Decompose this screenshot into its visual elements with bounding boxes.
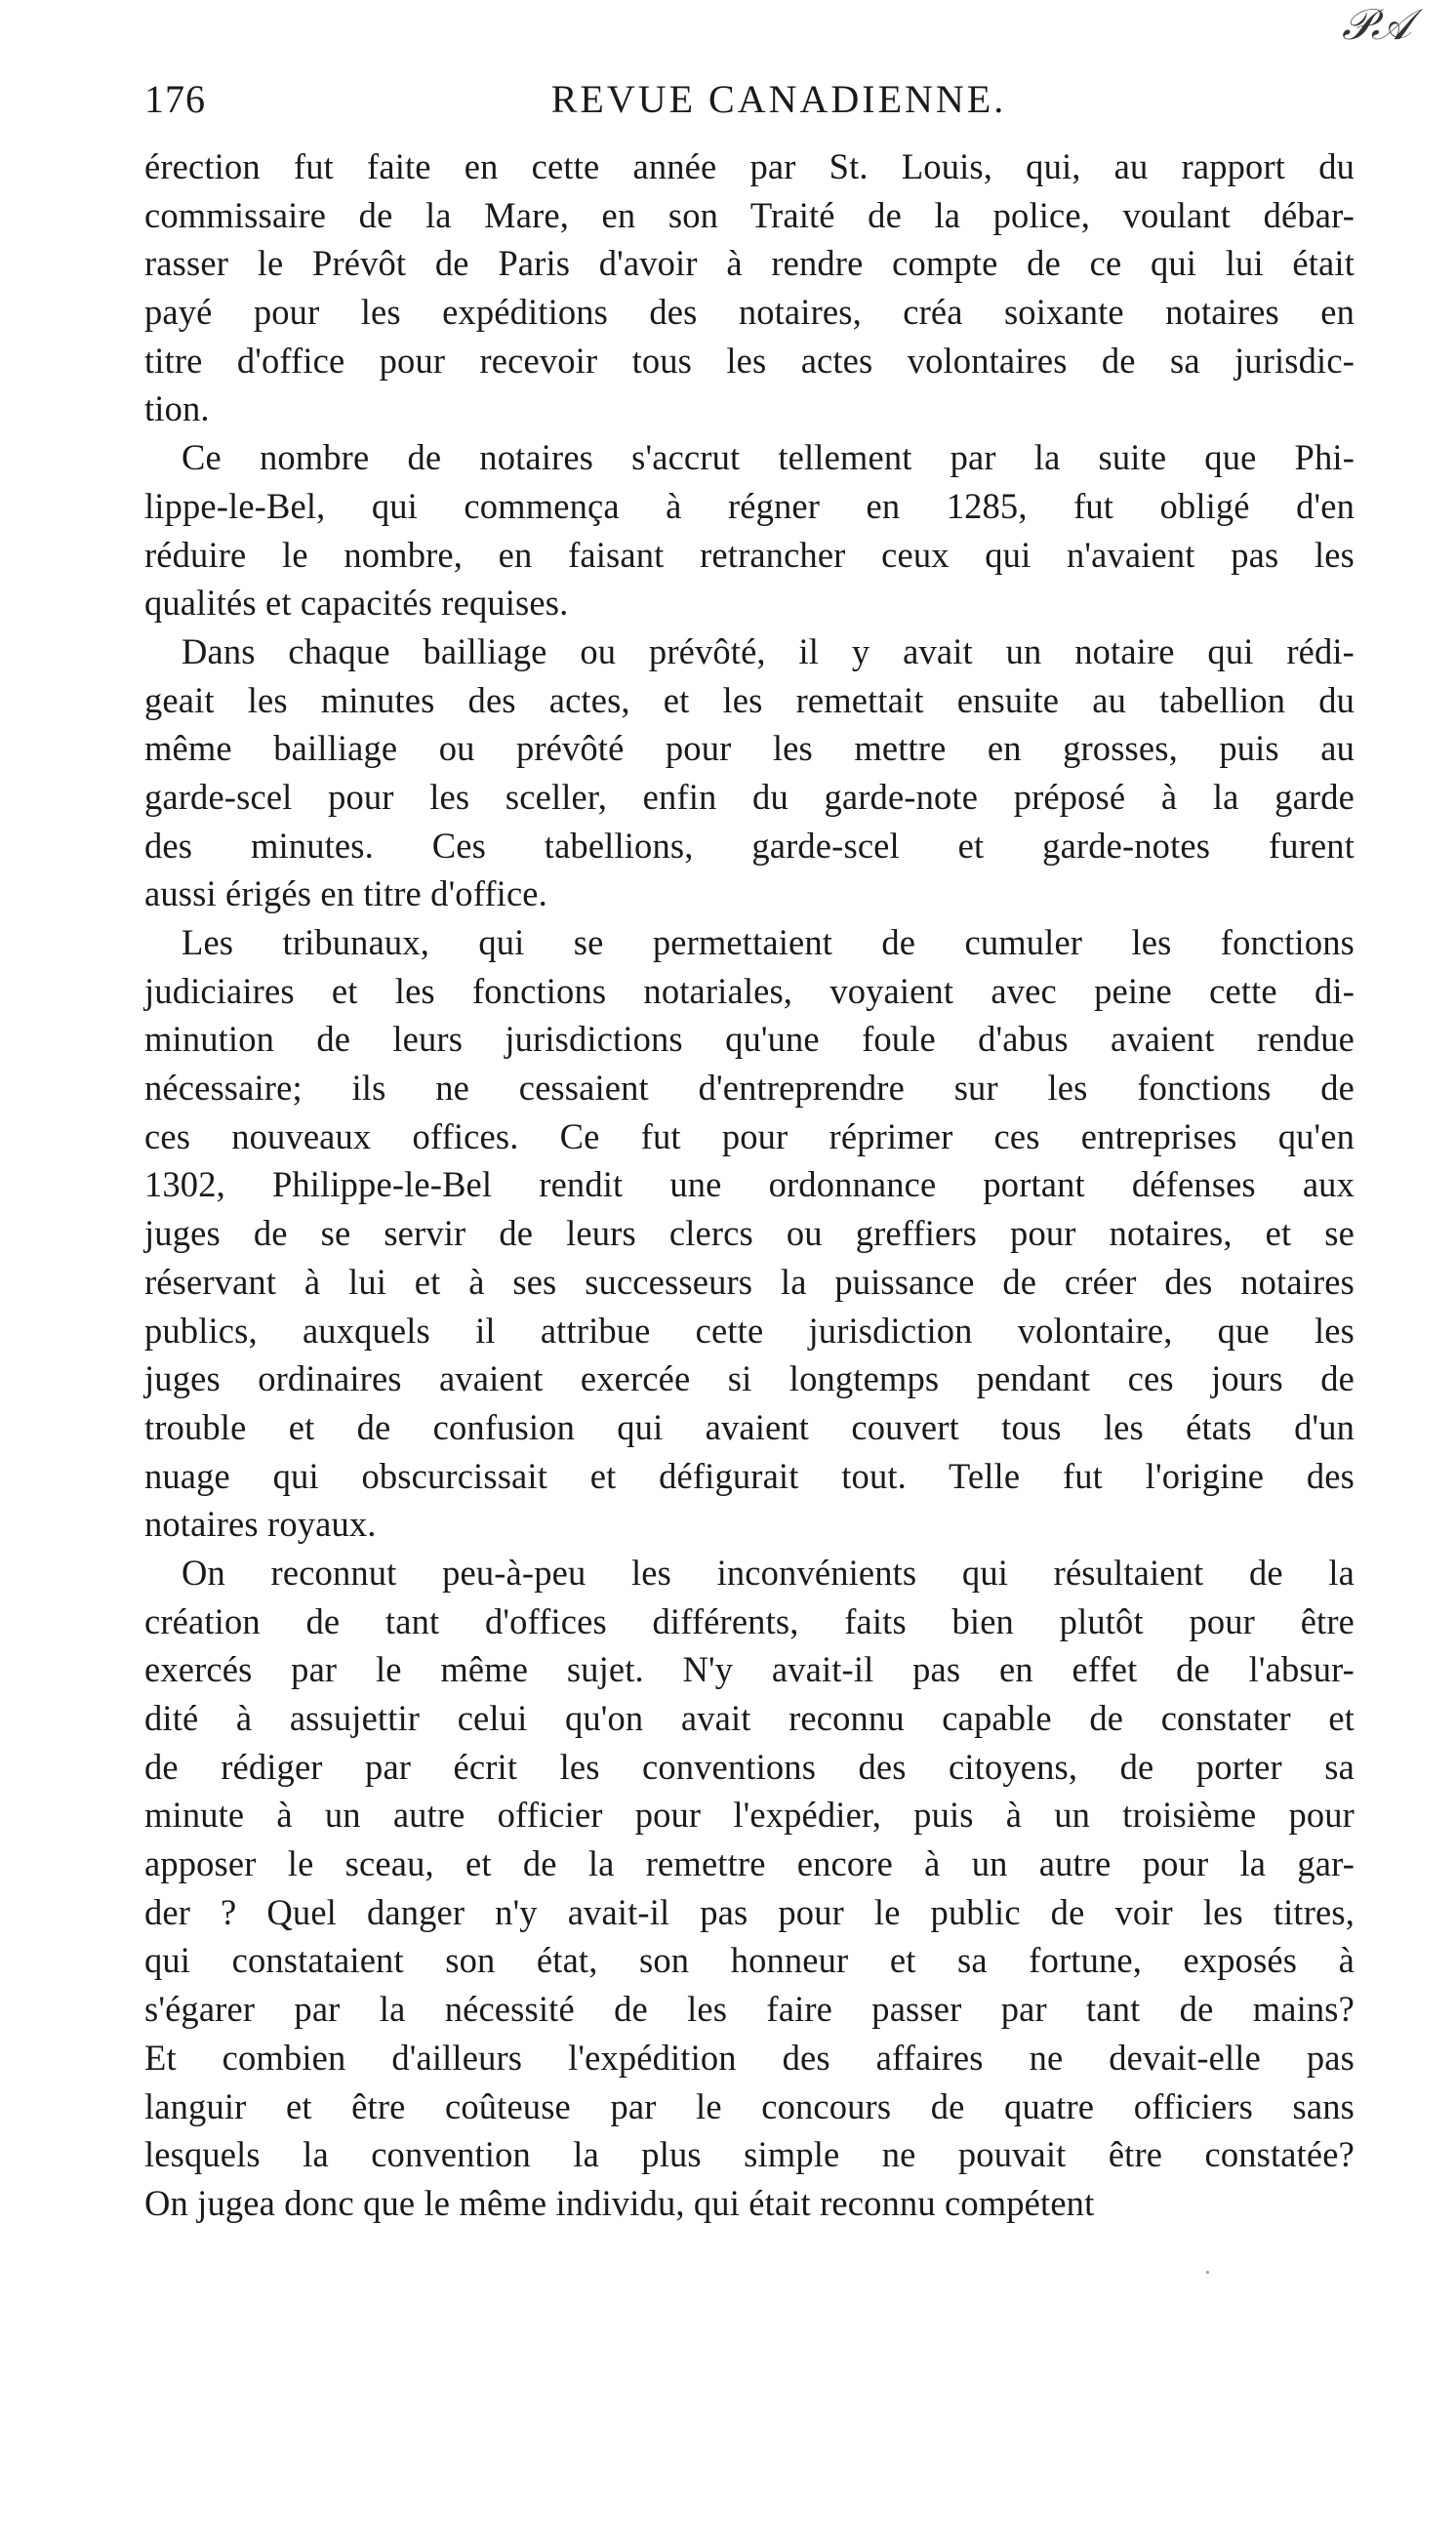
text-line: des minutes. Ces tabellions, garde-scel et garde-notes furent xyxy=(144,825,1355,866)
text-line: juges de se servir de leurs clercs ou greffiers pour notaires, et se xyxy=(144,1213,1355,1254)
text-line: dité à assujettir celui qu'on avait reconnu capable de constater et xyxy=(144,1698,1355,1738)
text-line: s'égarer par la nécessité de les faire passer par tant de mains? xyxy=(144,1989,1355,2030)
text-line: aussi érigés en titre d'office. xyxy=(144,873,547,914)
text-line: qualités et capacités requises. xyxy=(144,583,569,624)
text-line: garde-scel pour les sceller, enfin du garde-note préposé à la garde xyxy=(144,776,1355,817)
running-header xyxy=(144,76,1355,131)
text-line: lippe-le-Bel, qui commença à régner en 1285, fut obligé d'en xyxy=(144,485,1355,526)
text-line: trouble et de confusion qui avaient couvert tous les états d'un xyxy=(144,1406,1355,1447)
text-line: notaires royaux. xyxy=(144,1504,377,1545)
text-line: Et combien d'ailleurs l'expédition des affaires ne devait-elle pas xyxy=(144,2037,1355,2078)
text-line: réduire le nombre, en faisant retrancher ceux qui n'avaient pas les xyxy=(144,534,1355,575)
text-line: exercés par le même sujet. N'y avait-il pas en effet de l'absur- xyxy=(144,1649,1355,1690)
text-line: lesquels la convention la plus simple ne pouvait être constatée? xyxy=(144,2134,1355,2175)
page-number: 176 xyxy=(144,77,206,121)
text-line: payé pour les expéditions des notaires, créa soixante notaires en xyxy=(144,292,1355,333)
text-line: de rédiger par écrit les conventions des citoyens, de porter sa xyxy=(144,1746,1355,1787)
text-line: tion. xyxy=(144,388,210,429)
text-line: commissaire de la Mare, en son Traité de la police, voulant débar- xyxy=(144,194,1355,235)
text-line: On reconnut peu-à-peu les inconvénients qui résultaient de la xyxy=(182,1552,1355,1593)
text-line: Dans chaque bailliage ou prévôté, il y avait un notaire qui rédi- xyxy=(182,630,1355,671)
text-line: qui constataient son état, son honneur et sa fortune, exposés à xyxy=(144,1940,1355,1981)
text-line: 1302, Philippe-le-Bel rendit une ordonnance portant défenses aux xyxy=(144,1164,1355,1205)
text-line: rasser le Prévôt de Paris d'avoir à rendre compte de ce qui lui était xyxy=(144,243,1355,284)
text-line: judiciaires et les fonctions notariales, voyaient avec peine cette di- xyxy=(144,970,1355,1011)
text-line: apposer le sceau, et de la remettre encore à un autre pour la gar- xyxy=(144,1843,1355,1884)
journal-title: REVUE CANADIENNE. xyxy=(550,77,1007,121)
text-line: nuage qui obscurcissait et défigurait tout. Telle fut l'origine des xyxy=(144,1455,1355,1496)
text-line: Les tribunaux, qui se permettaient de cumuler les fonctions xyxy=(182,922,1355,962)
handwritten-folio-mark: 𝒫𝒜 xyxy=(1342,1,1410,49)
text-line: réservant à lui et à ses successeurs la puissance de créer des notaires xyxy=(144,1261,1355,1302)
text-line: Ce nombre de notaires s'accrut tellement par la suite que Phi- xyxy=(182,437,1355,478)
body-text xyxy=(144,142,1355,2228)
text-line: minution de leurs jurisdictions qu'une foule d'abus avaient rendue xyxy=(144,1019,1355,1060)
paragraph xyxy=(144,142,1355,433)
text-line: nécessaire; ils ne cessaient d'entreprendre sur les fonctions de xyxy=(144,1068,1355,1109)
text-line: der ? Quel danger n'y avait-il pas pour le public de voir les titres, xyxy=(144,1891,1355,1932)
paper-speck xyxy=(1206,2271,1209,2274)
text-line: création de tant d'offices différents, faits bien plutôt pour être xyxy=(144,1600,1355,1641)
text-line: languir et être coûteuse par le concours de quatre officiers sans xyxy=(144,2085,1355,2126)
text-line: ces nouveaux offices. Ce fut pour réprimer ces entreprises qu'en xyxy=(144,1115,1355,1156)
text-line: geait les minutes des actes, et les remettait ensuite au tabellion du xyxy=(144,679,1355,720)
text-line: même bailliage ou prévôté pour les mettre en grosses, puis au xyxy=(144,728,1355,769)
paragraph xyxy=(144,1549,1355,2228)
text-line: érection fut faite en cette année par St. Louis, qui, au rapport du xyxy=(144,146,1355,186)
text-line: publics, auxquels il attribue cette jurisdiction volontaire, que les xyxy=(144,1310,1355,1351)
text-line: titre d'office pour recevoir tous les actes volontaires de sa jurisdic- xyxy=(144,340,1355,381)
paragraph xyxy=(144,627,1355,918)
text-line: On jugea donc que le même individu, qui était reconnu compétent xyxy=(144,2182,1095,2223)
paragraph xyxy=(144,433,1355,627)
text-line: minute à un autre officier pour l'expédier, puis à un troisième pour xyxy=(144,1795,1355,1836)
text-line: juges ordinaires avaient exercée si longtemps pendant ces jours de xyxy=(144,1358,1355,1399)
paragraph xyxy=(144,918,1355,1549)
